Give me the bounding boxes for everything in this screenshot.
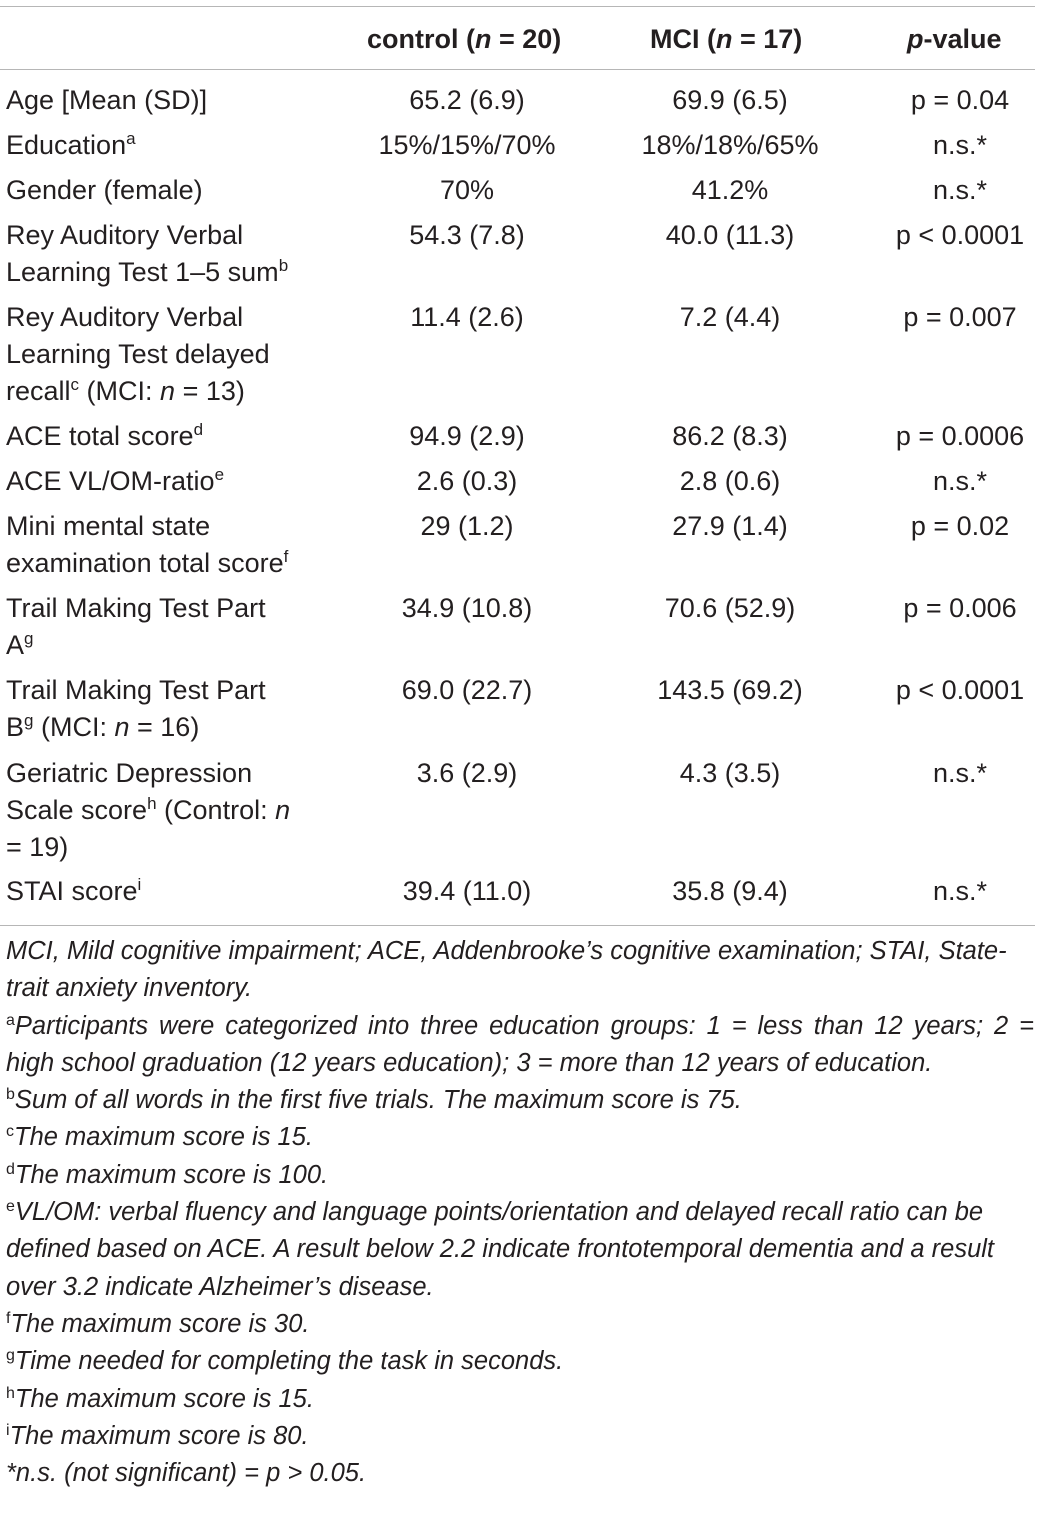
p-value: p = 0.006: [903, 593, 1017, 623]
row-label: Mini mental state examination total score$^f$: [6, 511, 289, 578]
header-mci: MCI (n = 17): [650, 24, 803, 54]
footnote-c: $^c$The maximum score is 15.: [6, 1123, 314, 1152]
p-value: p = 0.007: [903, 302, 1017, 332]
footnote-a: $^a$Participants were categorized into three education groups: 1 = less than 12 years; 2 = high school graduation (12 years education); 3 = more than 12 years of education.: [6, 1011, 1034, 1077]
p-value: n.s.*: [932, 130, 988, 160]
footnote-i: $^i$The maximum score is 80.: [6, 1421, 309, 1450]
row-label: ACE total score$^d$: [6, 420, 204, 451]
control-value: 2.6 (0.3): [416, 466, 518, 496]
mci-value: 41.2%: [691, 175, 769, 205]
footnote-abbreviations: MCI, Mild cognitive impairment; ACE, Addenbrooke’s cognitive examination; STAI, State-trait anxiety inventory.: [6, 937, 1007, 1003]
row-label: Rey Auditory Verbal Learning Test 1–5 sum$^b$: [6, 220, 289, 287]
row-label: Rey Auditory Verbal Learning Test delayed recall$^c$ (MCI: n = 13): [6, 302, 270, 406]
control-value: 54.3 (7.8): [409, 220, 525, 250]
row-label: Gender (female): [6, 175, 203, 205]
header-control: control (n = 20): [367, 24, 562, 54]
table-top-rule: [0, 6, 1035, 7]
mci-value: 18%/18%/65%: [641, 130, 819, 160]
p-value: n.s.*: [932, 175, 988, 205]
mci-value: 4.3 (3.5): [679, 758, 781, 788]
row-label: Trail Making Test Part $B^g$ (MCI: n = 16): [6, 675, 266, 742]
row-label: Education$^a$: [6, 129, 136, 160]
p-value: p < 0.0001: [895, 220, 1025, 250]
mci-value: 35.8 (9.4): [672, 876, 788, 906]
mci-value: 27.9 (1.4): [672, 511, 788, 541]
control-value: 65.2 (6.9): [409, 85, 525, 115]
row-label: ACE VL/OM-ratio$^e$: [6, 465, 225, 496]
mci-value: 2.8 (0.6): [679, 466, 781, 496]
table-bottom-rule: [0, 925, 1035, 926]
p-value: p = 0.02: [910, 511, 1010, 541]
mci-value: 7.2 (4.4): [679, 302, 781, 332]
footnote-h: $^h$The maximum score is 15.: [6, 1384, 314, 1413]
footnote-b: $^b$Sum of all words in the first five trials. The maximum score is 75.: [6, 1086, 742, 1115]
control-value: 69.0 (22.7): [401, 675, 533, 705]
control-value: 3.6 (2.9): [416, 758, 518, 788]
control-value: 39.4 (11.0): [402, 876, 532, 906]
footnote-d: $^d$The maximum score is 100.: [6, 1160, 329, 1189]
p-value: p = 0.04: [910, 85, 1010, 115]
mci-value: 40.0 (11.3): [665, 220, 795, 250]
row-label: STAI score$^i$: [6, 875, 142, 906]
control-value: 15%/15%/70%: [378, 130, 556, 160]
mci-value: 70.6 (52.9): [664, 593, 796, 623]
row-label: Geriatric Depression Scale score$^h$ (Control: n = 19): [6, 758, 291, 862]
control-value: 70%: [439, 175, 495, 205]
footnote-ns: *n.s. (not significant) = p > 0.05.: [6, 1459, 367, 1488]
row-label: Trail Making Test Part $A^g$: [6, 593, 266, 660]
control-value: 29 (1.2): [420, 511, 514, 541]
mci-value: 86.2 (8.3): [672, 421, 788, 451]
control-value: 94.9 (2.9): [409, 421, 525, 451]
footnote-e: $^e$VL/OM: verbal fluency and language points/orientation and delayed recall ratio can be defined based on ACE. A result below 2.2 indicate frontotemporal dementia and a result over 3.2 indicate Alzheimer’s disease.: [6, 1198, 995, 1301]
p-value: n.s.*: [932, 466, 988, 496]
p-value: n.s.*: [932, 876, 988, 906]
p-value: p = 0.0006: [895, 421, 1025, 451]
control-value: 34.9 (10.8): [401, 593, 533, 623]
footnote-g: $^g$Time needed for completing the task in seconds.: [6, 1347, 564, 1376]
table-header-rule: [0, 69, 1035, 70]
footnote-f: $^f$The maximum score is 30.: [6, 1309, 310, 1338]
header-p-value: p-value: [907, 24, 1002, 54]
table-footnotes: [6, 933, 1034, 1492]
p-value: p < 0.0001: [895, 675, 1025, 705]
control-value: 11.4 (2.6): [410, 302, 524, 332]
mci-value: 143.5 (69.2): [657, 675, 803, 705]
row-label: Age [Mean (SD)]: [6, 85, 208, 115]
p-value: n.s.*: [932, 758, 988, 788]
mci-value: 69.9 (6.5): [672, 85, 788, 115]
